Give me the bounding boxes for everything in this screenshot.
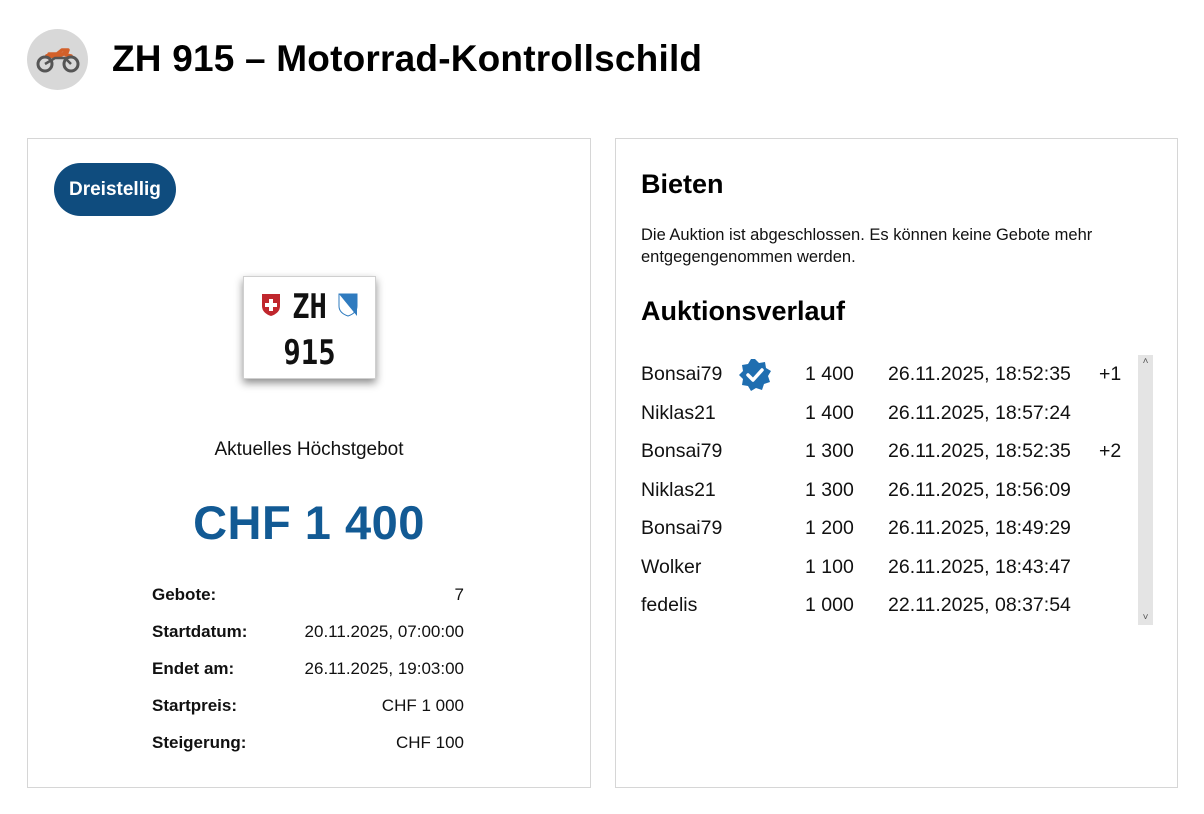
bidder-name: Wolker (641, 555, 702, 578)
history-row (641, 394, 1151, 433)
detail-label: Steigerung: (152, 733, 247, 752)
scroll-up-icon[interactable]: ˄ (1142, 356, 1149, 367)
history-row (641, 471, 1151, 510)
bid-amount: 1 200 (805, 517, 854, 539)
auction-details (152, 585, 464, 770)
current-bid-label: Aktuelles Höchstgebot (214, 439, 404, 460)
bid-history-list (641, 355, 1151, 627)
verified-badge-icon (738, 358, 772, 398)
bidder-name: Bonsai79 (641, 517, 723, 539)
license-plate (243, 276, 376, 379)
history-title: Auktionsverlauf (641, 296, 846, 326)
bid-time: 26.11.2025, 18:43:47 (888, 555, 1071, 578)
bidder-name: Bonsai79 (641, 440, 723, 462)
plate-canton: ZH (292, 287, 327, 327)
detail-label: Endet am: (152, 659, 235, 678)
detail-label: Startdatum: (152, 622, 248, 641)
bid-amount: 1 400 (805, 401, 854, 424)
bid-time: 26.11.2025, 18:57:24 (888, 401, 1071, 424)
bid-time: 26.11.2025, 18:56:09 (888, 478, 1071, 501)
current-bid-amount: CHF 1 400 (193, 496, 425, 549)
bidding-card (615, 138, 1178, 788)
bid-time: 26.11.2025, 18:52:35 (888, 363, 1071, 385)
bidder-name: Niklas21 (641, 478, 716, 501)
bid-amount: 1 400 (805, 363, 854, 385)
detail-row-start-price (152, 696, 464, 733)
motorcycle-icon (27, 29, 88, 90)
swiss-flag-icon (261, 293, 281, 322)
history-row (641, 355, 1151, 394)
bid-time: 22.11.2025, 08:37:54 (888, 594, 1071, 616)
plate-info-card (27, 138, 591, 788)
detail-value: CHF 1 000 (381, 696, 464, 715)
detail-value: 26.11.2025, 19:03:00 (304, 659, 464, 678)
bid-time: 26.11.2025, 18:49:29 (888, 517, 1071, 539)
scroll-down-icon[interactable]: ˅ (1142, 612, 1149, 623)
detail-label: Startpreis: (152, 696, 238, 715)
history-row (641, 586, 1151, 625)
category-badge[interactable]: Dreistellig (54, 163, 176, 216)
bid-amount: 1 300 (805, 478, 854, 501)
bid-amount: 1 100 (805, 555, 854, 578)
history-row (641, 548, 1151, 587)
detail-label: Gebote: (152, 585, 217, 604)
detail-value: 20.11.2025, 07:00:00 (304, 622, 464, 641)
history-row (641, 509, 1151, 548)
detail-value: 7 (454, 585, 464, 604)
bidding-title: Bieten (641, 169, 724, 199)
detail-row-start-date (152, 622, 464, 659)
detail-row-bids (152, 585, 464, 622)
detail-value: CHF 100 (395, 733, 464, 752)
page-header (27, 28, 702, 90)
bid-time: 26.11.2025, 18:52:35 (888, 440, 1071, 462)
bid-amount: 1 300 (805, 440, 854, 462)
page-title: ZH 915 – Motorrad-Kontrollschild (112, 38, 703, 79)
auction-closed-notice: Die Auktion ist abgeschlossen. Es können keine Gebote mehr entgegengenommen werden. (641, 226, 1093, 266)
history-row (641, 432, 1151, 471)
bid-extra: +1 (1099, 363, 1122, 385)
history-scrollbar[interactable] (1138, 355, 1153, 625)
bidder-name: Bonsai79 (641, 363, 723, 385)
bidder-name: fedelis (641, 594, 698, 616)
bid-extra: +2 (1099, 440, 1122, 462)
bidder-name: Niklas21 (641, 401, 716, 424)
bid-amount: 1 000 (805, 594, 854, 616)
zurich-coat-of-arms-icon (338, 293, 358, 322)
plate-number: 915 (283, 333, 336, 373)
detail-row-increment (152, 733, 464, 770)
detail-row-end-date (152, 659, 464, 696)
